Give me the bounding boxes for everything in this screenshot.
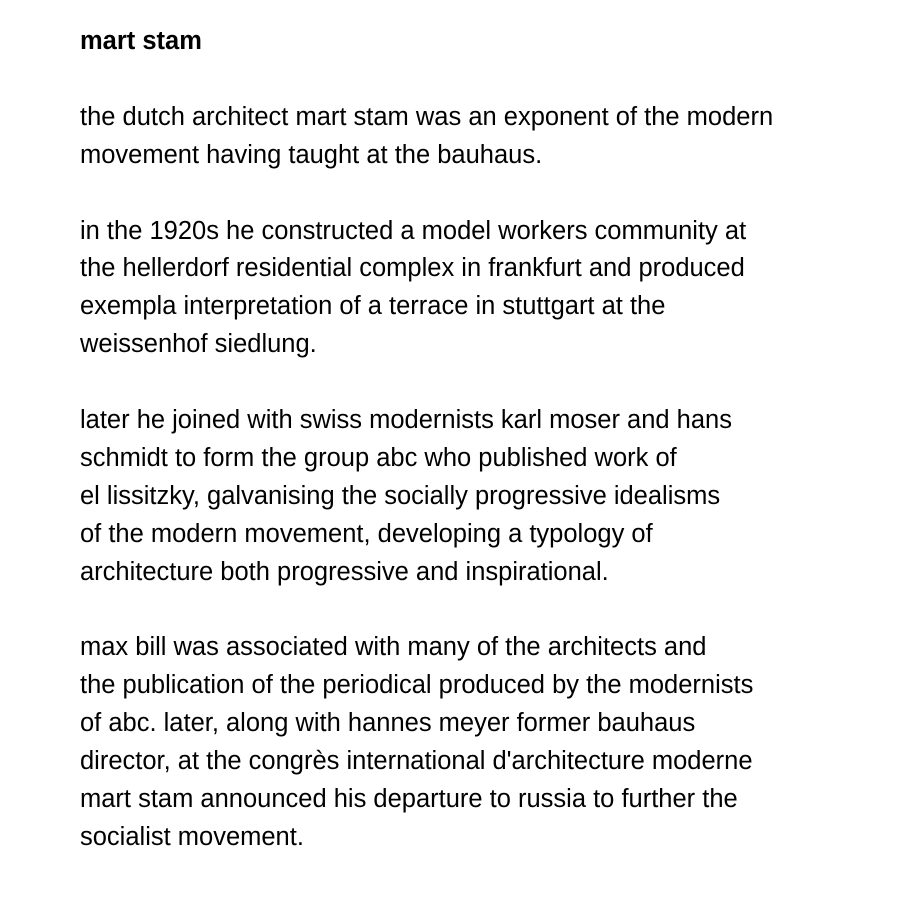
paragraph [80,213,773,365]
text-line: mart stam announced his departure to russia to further the [80,785,738,814]
text-line: of abc. later, along with hannes meyer former bauhaus [80,709,696,738]
text-line: later he joined with swiss modernists karl moser and hans [80,406,732,435]
paragraph [80,629,773,856]
text-line: weissenhof siedlung. [80,330,317,359]
paragraph [80,402,773,592]
document-title: mart stam [80,27,202,55]
text-line: max bill was associated with many of the architects and [80,633,707,662]
document-body [80,99,773,857]
text-line: the publication of the periodical produced by the modernists [80,671,754,700]
document [80,23,773,857]
text-line: of the modern movement, developing a typology of [80,519,653,548]
text-line: schmidt to form the group abc who published work of [80,443,677,472]
text-line: el lissitzky, galvanising the socially progressive idealisms [80,481,721,510]
text-line: the hellerdorf residential complex in frankfurt and produced [80,254,745,283]
text-line: exempla interpretation of a terrace in stuttgart at the [80,292,666,321]
text-line: socialist movement. [80,822,304,851]
text-line: the dutch architect mart stam was an exponent of the modern [80,102,774,131]
text-line: architecture both progressive and inspirational. [80,557,609,586]
text-line: in the 1920s he constructed a model workers community at [80,216,747,245]
paragraph [80,99,773,175]
text-line: director, at the congrès international d'architecture moderne [80,747,753,776]
text-line: movement having taught at the bauhaus. [80,140,543,169]
